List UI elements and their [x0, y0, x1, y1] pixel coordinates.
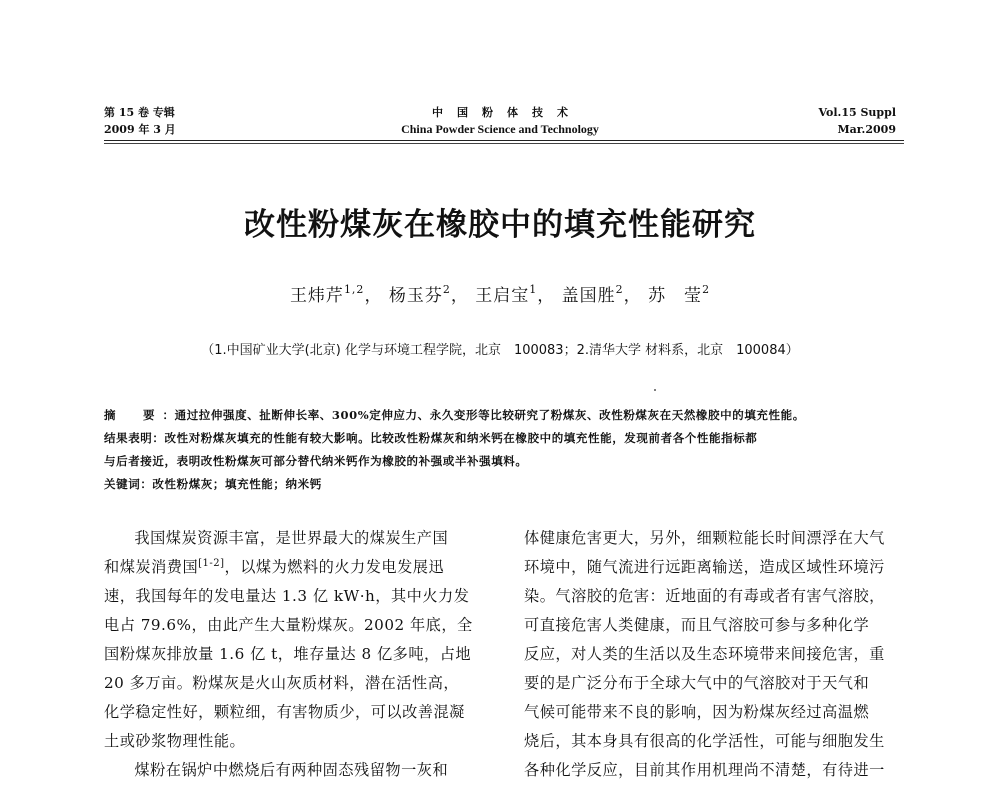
body-line — [104, 553, 490, 582]
header-rule-thin — [104, 143, 904, 144]
abstract-label: 摘 要 — [104, 408, 163, 422]
body-line: 各种化学反应，目前其作用机理尚不清楚，有待进一 — [524, 761, 885, 779]
body-text: ，以煤为燃料的火力发电发展迅 — [224, 558, 445, 576]
body-text: 和煤炭消费国 — [104, 558, 199, 576]
body-line: 煤粉在锅炉中燃烧后有两种固态残留物一灰和 — [134, 761, 449, 779]
article-title: 改性粉煤灰在橡胶中的填充性能研究 — [244, 207, 756, 243]
author-affil-mark: 2 — [442, 283, 451, 296]
body-line: 土或砂浆物理性能。 — [104, 732, 246, 750]
author-affil-mark: 2 — [702, 283, 711, 296]
body-line: 烧后，其本身具有很高的化学活性，可能与细胞发生 — [524, 732, 885, 750]
author-affil-mark: 1 — [529, 283, 538, 296]
author-name: 王启宝 — [475, 286, 530, 306]
body-line: 反应，对人类的生活以及生态环境带来间接危害，重 — [524, 645, 885, 663]
abstract-text: ：通过拉伸强度、扯断伸长率、300%定伸应力、永久变形等比较研究了粉煤灰、改性粉煤灰在天然橡胶中的填充性能。 — [162, 408, 805, 422]
body-line: 化学稳定性好，颗粒细，有害物质少，可以改善混凝 — [104, 703, 465, 721]
header-vol-en: Vol.15 Suppl — [818, 106, 896, 119]
body-column-left — [104, 524, 490, 785]
body-line: 染。气溶胶的危害：近地面的有毒或者有害气溶胶， — [524, 587, 885, 605]
scan-speck — [654, 389, 656, 391]
body-line: 环境中，随气流进行远距离输送，造成区域性环境污 — [524, 558, 885, 576]
abstract-block — [104, 404, 904, 496]
author-affiliation: （1.中国矿业大学(北京) 化学与环境工程学院，北京 100083；2.清华大学 材料系，北京 100084） — [201, 343, 799, 358]
body-line: 气候可能带来不良的影响，因为粉煤灰经过高温燃 — [524, 703, 870, 721]
author-name: 盖国胜 — [561, 286, 616, 306]
author-name: 杨玉芬 — [388, 286, 443, 306]
header-volume: 第 15 卷 专辑 — [104, 106, 175, 119]
body-line: 20 多万亩。粉煤灰是火山灰质材料，潜在活性高， — [104, 674, 460, 692]
body-line: 国粉煤灰排放量 1.6 亿 t，堆存量达 8 亿多吨，占地 — [104, 645, 472, 663]
body-line: 速，我国每年的发电量达 1.3 亿 kW·h，其中火力发 — [104, 587, 470, 605]
body-line: 可直接危害人类健康，而且气溶胶可参与多种化学 — [524, 616, 870, 634]
abstract-line: 与后者接近，表明改性粉煤灰可部分替代纳米钙作为橡胶的补强或半补强填料。 — [104, 454, 528, 468]
body-column-right — [524, 524, 910, 785]
keywords-text: ：改性粉煤灰；填充性能；纳米钙 — [140, 477, 322, 491]
header-date: 2009 年 3 月 — [104, 123, 176, 136]
header-rule — [104, 140, 904, 141]
header-volume-info — [104, 104, 176, 138]
header-date-en: Mar.2009 — [837, 123, 896, 136]
author-name: 苏 莹 — [648, 286, 703, 306]
body-line: 电占 79.6%，由此产生大量粉煤灰。2002 年底，全 — [104, 616, 473, 634]
author-name: 王炜芹 — [289, 286, 344, 306]
author-list: 王炜芹$^{1,2}$， 杨玉芬$^2$， 王启宝$^1$， 盖国胜$^2$， 苏 莹$^2$ — [289, 283, 711, 306]
header-journal-en: China Powder Science and Technology — [401, 122, 599, 136]
abstract-line — [104, 404, 904, 427]
author-affil-mark: 1,2 — [343, 283, 365, 296]
keywords-label: 关键词 — [104, 477, 141, 491]
header-journal-name — [300, 104, 700, 138]
body-line: 体健康危害更大，另外，细颗粒能长时间漂浮在大气 — [524, 529, 885, 547]
body-line: 要的是广泛分布于全球大气中的气溶胶对于天气和 — [524, 674, 870, 692]
keywords-line — [104, 473, 904, 496]
body-line: 我国煤炭资源丰富，是世界最大的煤炭生产国 — [134, 529, 449, 547]
citation-ref: [1-2] — [198, 558, 225, 569]
header-journal-cn: 中国粉体技术 — [432, 106, 582, 119]
header-issue-info — [818, 104, 896, 138]
author-affil-mark: 2 — [615, 283, 624, 296]
abstract-line: 结果表明：改性对粉煤灰填充的性能有较大影响。比较改性粉煤灰和纳米钙在橡胶中的填充性能，发现前者各个性能指标都 — [104, 431, 758, 445]
